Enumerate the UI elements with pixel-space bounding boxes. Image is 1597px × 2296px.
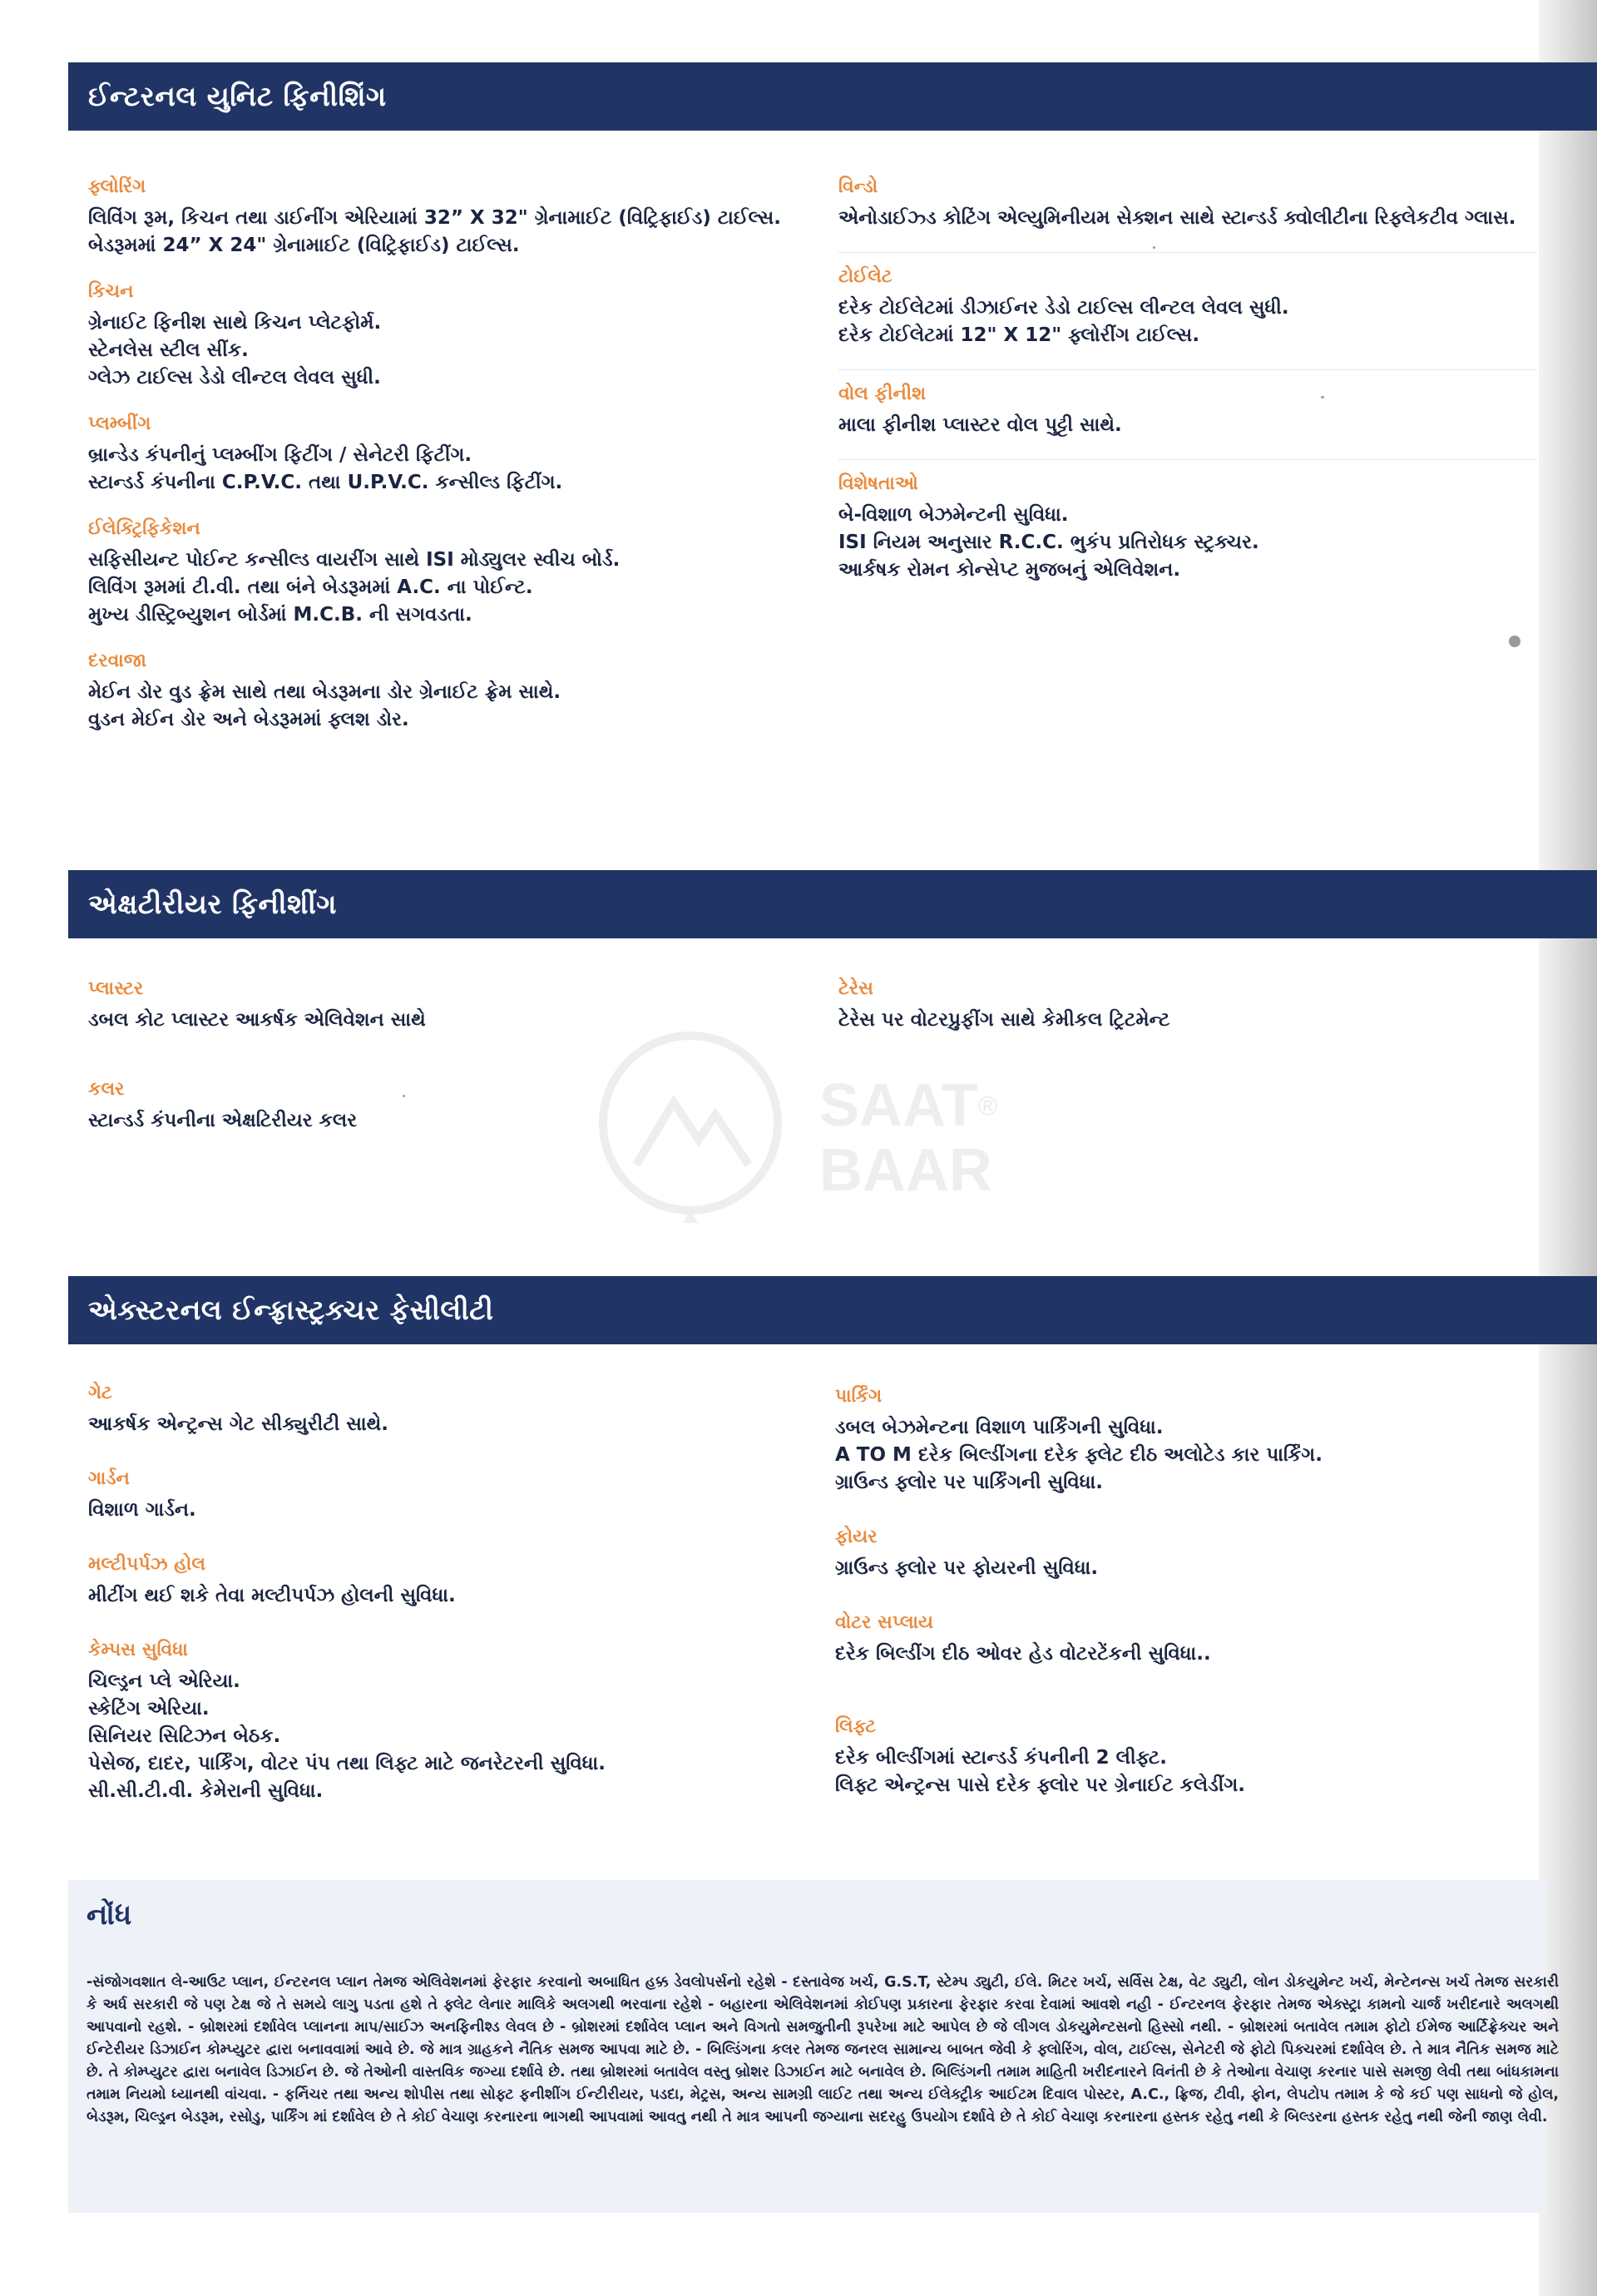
note-title: નોંધ <box>87 1898 132 1932</box>
external-left-column <box>88 1381 787 1825</box>
spec-line: લિવિંગ રૂમમાં ટી.વી. તથા બંને બેડરૂમમાં A.C. ના પોઈન્ટ. <box>88 576 533 598</box>
spec-group-plumbing <box>88 412 770 497</box>
spec-line: મેઈન ડોર વુડ ફ્રેમ સાથે તથા બેડરૂમના ડોર ગ્રેનાઈટ ફ્રેમ સાથે. <box>88 681 561 703</box>
internal-left-column <box>88 175 782 754</box>
spec-group-flooring <box>88 175 782 260</box>
spec-label: લિફ્ટ <box>835 1716 877 1737</box>
spec-line: ચિલ્ડ્રન પ્લે એરિયા. <box>88 1670 240 1692</box>
spec-group-water-supply <box>835 1611 1534 1668</box>
spec-group-gate <box>88 1381 787 1438</box>
spec-group-electrification <box>88 517 770 629</box>
watermark-logo-icon <box>591 1023 790 1223</box>
spec-line: બે-વિશાળ બેઝમેન્ટની સુવિધા. <box>838 504 1069 526</box>
spec-line: દરેક ટોઈલેટમાં ડીઝાઈનર ડેડો ટાઈલ્સ લીન્ટલ લેવલ સુધી. <box>838 297 1289 319</box>
spec-group-wall-finish <box>838 382 1537 439</box>
spec-line: દરેક બીલ્ડીંગમાં સ્ટાન્ડર્ડ કંપનીની 2 લીફ્ટ. <box>835 1747 1168 1769</box>
spec-label: વોટર સપ્લાય <box>835 1612 934 1633</box>
spec-label: ગેટ <box>88 1383 112 1403</box>
spec-label: ટોઈલેટ <box>838 266 892 287</box>
section-header-internal-finishing: ઈન્ટરનલ યુનિટ ફિનીશિંગ <box>68 62 1597 131</box>
section-header-exterior-finishing: એક્ષટીરીયર ફિનીશીંગ <box>68 870 1597 938</box>
spec-label: ગાર્ડન <box>88 1468 130 1489</box>
watermark-text <box>819 1073 997 1203</box>
spec-label: વિન્ડો <box>838 176 878 197</box>
divider <box>838 252 1537 253</box>
spec-label: પ્લાસ્ટર <box>88 978 144 999</box>
scan-speck <box>1509 636 1520 647</box>
spec-line: ગ્રાઉન્ડ ફ્લોર પર ફોયરની સુવિધા. <box>835 1557 1099 1579</box>
spec-line: વિશાળ ગાર્ડન. <box>88 1499 196 1521</box>
spec-line: ડબલ બેઝમેન્ટના વિશાળ પાર્કિંગની સુવિધા. <box>835 1417 1164 1438</box>
spec-line: ટેરેસ પર વોટરપ્રુફીંગ સાથે કેમીકલ ટ્રિટમેન્ટ <box>838 1009 1170 1031</box>
spec-line: દરેક બિલ્ડીંગ દીઠ ઓવર હેડ વોટરટેંકની સુવિધા.. <box>835 1643 1211 1665</box>
spec-line: સી.સી.ટી.વી. કેમેરાની સુવિધા. <box>88 1780 324 1802</box>
spec-label: પ્લમ્બીંગ <box>88 413 151 434</box>
spec-line: સ્ટાન્ડર્ડ કંપનીના C.P.V.C. તથા U.P.V.C. કન્સીલ્ડ ફિટીંગ. <box>88 472 563 493</box>
spec-label: ફ્લોરિંગ <box>88 176 146 197</box>
watermark-line-2: BAAR <box>819 1137 992 1204</box>
note-disclaimer-text: -સંજોગવશાત લે-આઉટ પ્લાન, ઈન્ટરનલ પ્લાન તેમજ એલિવેશનમાં ફેરફાર કરવાનો અબાધિત હક્ક ડેવલોપર્સનો રહેશે - દસ્તાવેજ ખર્ચ, G.S.T, સ્ટેમ્પ ડ્યુટી, ઈલે. મિટર ખર્ચ, સર્વિસ ટેક્ષ, વેટ ડ્યુટી, લોન ડોકયુમેન્ટ ખર્ચ, મેન્ટેનન્સ ખર્ચ તેમજ સરકારી કે અર્ધ સરકારી જે પણ ટેક્ષ જે તે સમયે લાગુ પડતા હશે તે ફ્લેટ લેનાર માલિકે અલગથી ભરવાના રહેશે - બહારના એલિવેશનમાં કોઈપણ પ્રકારના ફેરફાર કરવા દેવામાં આવશે નહી - ઈન્ટરનલ ફેરફાર તેમજ એક્સ્ટ્રા કામનો ચાર્જ ખરીદનારે અલગથી આપવાનો રહશે. - બ્રોશરમાં દર્શાવેલ પ્લાનના માપ/સાઈઝ અનફિનીશ્ડ લેવલ છે - બ્રોશરમાં દર્શાવેલ પ્લાન અને વિગતો સમજુતીની રૂપરેખા માટે આપેલ છે જે લીગલ ડોકયુમેન્ટસનો હિસ્સો નથી. - બ્રોશરમાં બતાવેલ તમામ ફોટો ઈમેજ આર્ટિફ્રેક્ચર અને ઈન્ટેરીયર ડિઝાઈન કોમ્પ્યુટર દ્વારા બનાવવામાં આવે છે. જે માત્ર ગ્રાહકને નૈતિક સમજ આપવા માટે છે. - બિલ્ડિંગના કલર તેમજ જનરલ સામાન્ય બાબત જેવી કે ફ્લોરિંગ, વોલ, ટાઈલ્સ, સેનેટરી જે ફોટો પિક્ચરમાં દર્શાવેલ છે. તે માત્ર નૈતિક સમજ માટે છે. તે કોમ્પ્યુટર દ્વારા બનાવેલ ડિઝાઈન છે. જે તેઓની વાસ્તવિક જગ્યા દર્શાવે છે. તથા બ્રોશરમાં બતાવેલ વસ્તુ બ્રોશર ડિઝાઈન માટે બનાવેલ છે. બિલ્ડિંગની તમામ માહિતી ખરીદનારને વિનંતી છે કે તેઓના વેચાણ કરનાર પાસે સમજી લેવી તથા બાંધકામના તમામ નિયમો ધ્યાનથી વાંચવા. - ફર્નિચર તથા અન્ય શોપીસ તથા સોફ્ટ ફનીશીંગ ઈન્ટીરીયર, પડદા, મેટ્રસ, અન્ય સામગ્રી લાઈટ તથા અન્ય ઈલેક્ટ્રીક આઈટમ દિવાલ પોસ્ટર, A.C., ફ્રિજ, ટીવી, ફોન, લેપટોપ તમામ કે જે કઈ પણ સાધનો જે હોલ, બેડરૂમ, ચિલ્ડ્રન બેડરૂમ, રસોડુ, પાર્કિંગ માં દર્શાવેલ છે તે કોઈ વેચાણ કરનારના ભાગથી આપવામાં આવતુ નથી તે માત્ર આપની જગ્યાના સદરહુ ઉપયોગ દર્શાવે છે તે કોઈ વેચાણ કરનારના હસ્તક રહેતુ નથી કે બિલ્ડરના હસ્તક રહેતુ નથી જેની જાણ લેવી. <box>87 1974 1559 2125</box>
spec-label: કિચન <box>88 281 134 302</box>
spec-line: ગ્રાઉન્ડ ફ્લોર પર પાર્કિંગની સુવિધા. <box>835 1472 1103 1493</box>
spec-line: એનોડાઈઝ્ડ કોટિંગ એલ્યુમિનીયમ સેક્શન સાથે સ્ટાન્ડર્ડ ક્વોલીટીના રિફ્લેકટીવ ગ્લાસ. <box>838 207 1516 229</box>
spec-label: કલર <box>88 1079 125 1100</box>
watermark-line-1 <box>819 1073 997 1138</box>
internal-right-column <box>838 175 1537 604</box>
page-edge-shadow <box>1539 0 1597 2296</box>
saatbaar-watermark <box>591 1023 1056 1240</box>
spec-line: ISI નિયમ અનુસાર R.C.C. ભુકંપ પ્રતિરોધક સ્ટ્રક્ચર. <box>838 532 1259 553</box>
spec-label: ફોયર <box>835 1527 878 1547</box>
spec-label: વોલ ફીનીશ <box>838 383 927 404</box>
section-header-external-infrastructure: એક્સ્ટરનલ ઈન્ફ્રાસ્ટ્રક્ચર ફેસીલીટી <box>68 1276 1597 1344</box>
watermark-word-1: SAAT <box>819 1072 978 1139</box>
spec-label: મલ્ટીપર્પઝ હોલ <box>88 1554 206 1575</box>
spec-label: વિશેષતાઓ <box>838 473 918 494</box>
spec-line: લિવિંગ રૂમ, કિચન તથા ડાઈનીંગ એરિયામાં 32” X 32" ગ્રેનામાઈટ (વિટ્રિફાઈડ) ટાઈલ્સ. <box>88 207 782 229</box>
external-right-column <box>835 1384 1534 1819</box>
spec-line: A TO M દરેક બિલ્ડીંગના દરેક ફ્લેટ દીઠ અલોટેડ કાર પાર્કિંગ. <box>835 1444 1323 1466</box>
spec-line: આર્કષક રોમન કોન્સેપ્ટ મુજબનું એલિવેશન. <box>838 559 1181 581</box>
spec-line: આકર્ષક એન્ટ્રન્સ ગેટ સીક્યુરીટી સાથે. <box>88 1413 388 1435</box>
spec-line: બ્રાન્ડેડ કંપનીનું પ્લમ્બીંગ ફિટીંગ / સેનેટરી ફિટીંગ. <box>88 444 472 466</box>
spec-line: સ્ટેનલેસ સ્ટીલ સીંક. <box>88 339 249 361</box>
spec-group-lift <box>835 1715 1534 1799</box>
spec-line: લિફ્ટ એન્ટ્રન્સ પાસે દરેક ફ્લોર પર ગ્રેનાઈટ કલેડીંગ. <box>835 1774 1245 1796</box>
spec-line: સ્ટાન્ડર્ડ કંપનીના એક્ષટિરીયર કલર <box>88 1110 358 1131</box>
spec-group-multipurpose-hall <box>88 1552 787 1610</box>
spec-label: દરવાજા <box>88 651 146 671</box>
spec-line: માલા ફીનીશ પ્લાસ્ટર વોલ પુટ્ટી સાથે. <box>838 414 1122 436</box>
spec-line: સિનિયર સિટિઝન બેઠક. <box>88 1725 281 1747</box>
spec-group-kitchen <box>88 280 770 392</box>
spec-group-window <box>838 175 1537 232</box>
scan-speck <box>1321 396 1324 398</box>
divider <box>838 369 1537 370</box>
divider <box>838 459 1537 460</box>
spec-line: ગ્રેનાઈટ ફિનીશ સાથે કિચન પ્લેટફોર્મ. <box>88 312 382 334</box>
spec-line: પેસેજ, દાદર, પાર્કિંગ, વોટર પંપ તથા લિફ્ટ માટે જનરેટરની સુવિધા. <box>88 1753 606 1774</box>
spec-group-campus <box>88 1638 787 1805</box>
spec-label: ઈલેક્ટ્રિફિકેશન <box>88 518 200 539</box>
spec-group-doors <box>88 649 770 734</box>
spec-group-foyer <box>835 1525 1534 1582</box>
spec-line: ગ્લેઝ ટાઈલ્સ ડેડો લીન્ટલ લેવલ સુધી. <box>88 367 381 388</box>
registered-mark: ® <box>977 1091 998 1121</box>
spec-line: સફિસીયન્ટ પોઈન્ટ કન્સીલ્ડ વાયરીંગ સાથે ISI મોડ્યુલર સ્વીચ બોર્ડ. <box>88 549 621 571</box>
spec-group-parking <box>835 1384 1534 1497</box>
spec-line: વુડન મેઈન ડોર અને બેડરૂમમાં ફ્લશ ડોર. <box>88 709 409 730</box>
note-box <box>68 1880 1559 2213</box>
spec-group-features <box>838 472 1537 584</box>
spec-label: પાર્કિંગ <box>835 1386 883 1407</box>
spec-group-garden <box>88 1467 787 1524</box>
spec-line: દરેક ટોઈલેટમાં 12" X 12" ફ્લોરીંગ ટાઈલ્સ. <box>838 324 1200 346</box>
spec-group-toilet <box>838 265 1537 349</box>
spec-line: બેડરૂમમાં 24” X 24" ગ્રેનામાઈટ (વિટ્રિફાઈડ) ટાઈલ્સ. <box>88 235 520 256</box>
spec-line: સ્કેટિંગ એરિયા. <box>88 1698 210 1720</box>
spec-line: મીટીંગ થઈ શકે તેવા મલ્ટીપર્પઝ હોલની સુવિધા. <box>88 1585 456 1606</box>
spec-line: મુખ્ય ડીસ્ટ્રિબ્યુશન બોર્ડમાં M.C.B. ની સગવડતા. <box>88 604 472 626</box>
scan-speck <box>1153 246 1155 249</box>
spec-label: ટેરેસ <box>838 978 873 999</box>
spec-label: કેમ્પસ સુવિધા <box>88 1640 188 1660</box>
spec-line: ડબલ કોટ પ્લાસ્ટર આકર્ષક એલિવેશન સાથે <box>88 1009 426 1031</box>
scan-speck <box>403 1095 405 1097</box>
